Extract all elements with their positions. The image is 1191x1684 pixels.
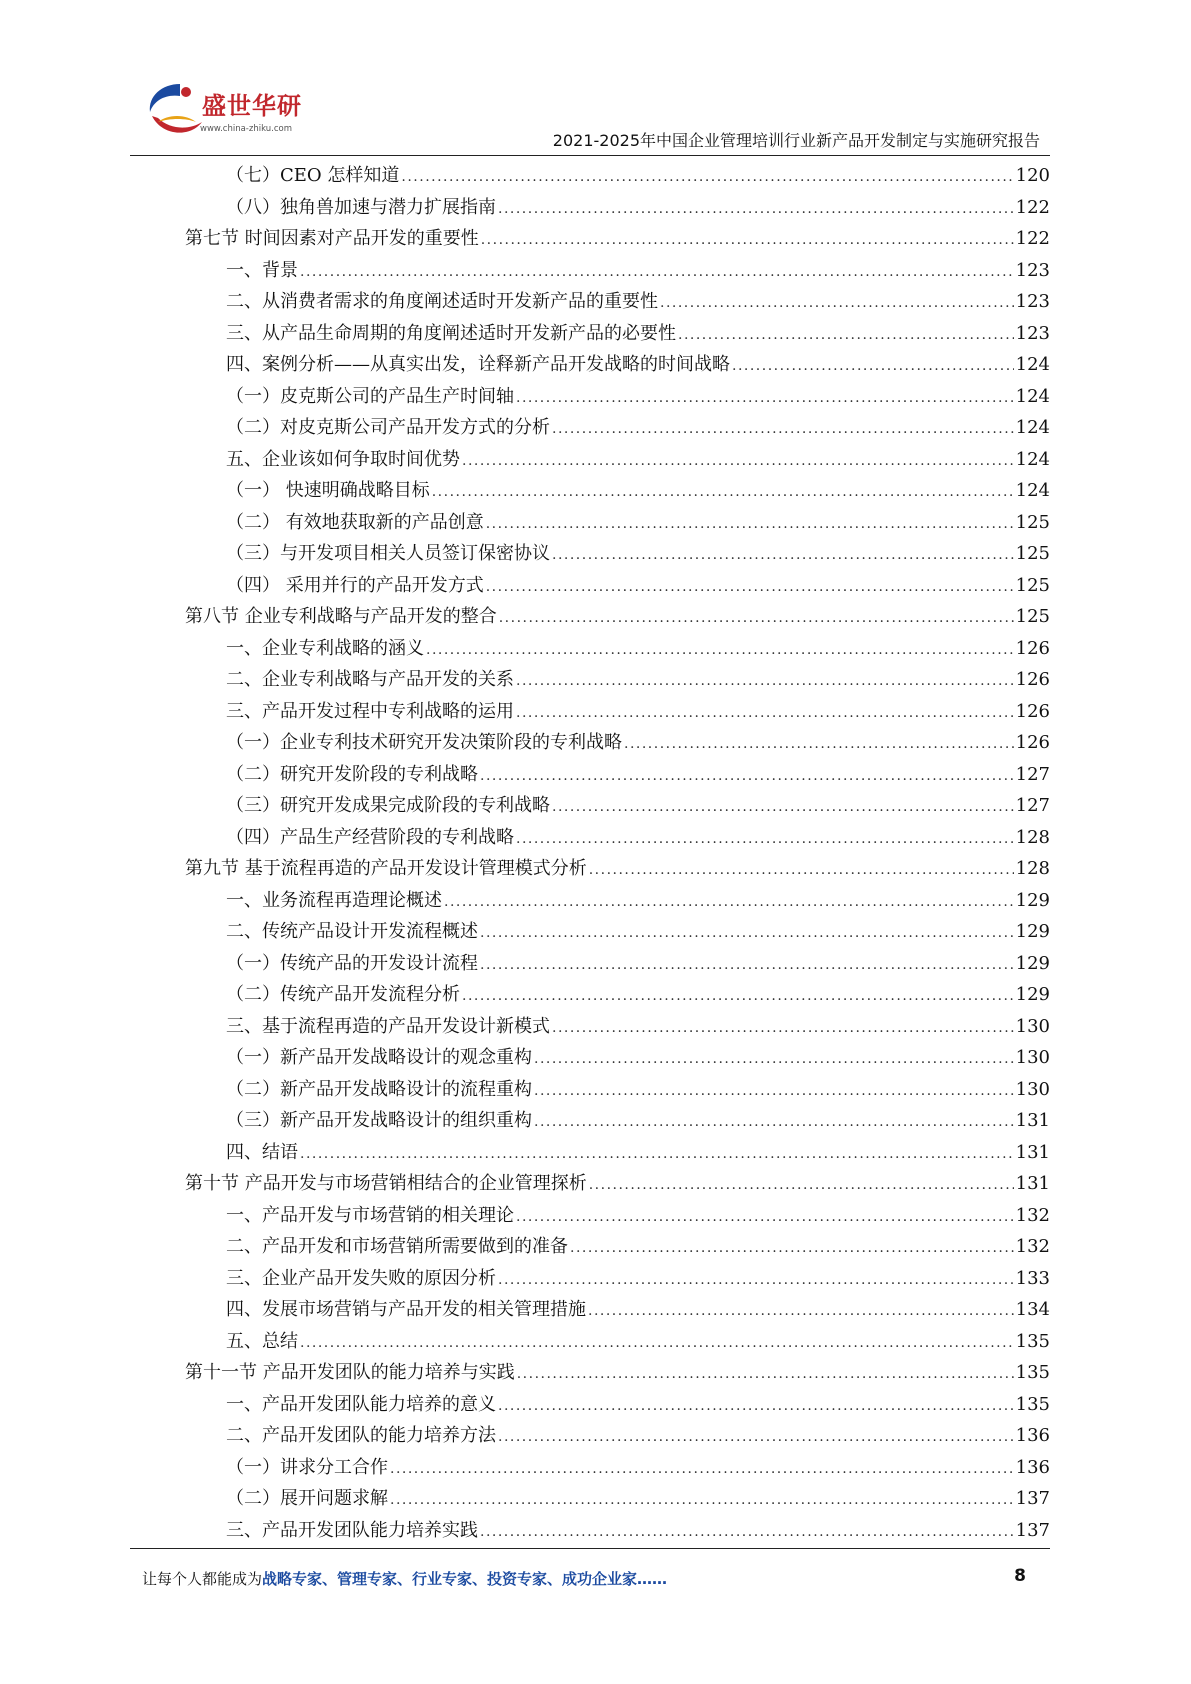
toc-entry-title: 三、从产品生命周期的角度阐述适时开发新产品的必要性 xyxy=(226,322,676,344)
toc-entry-title: 五、总结 xyxy=(226,1330,298,1352)
toc-entry-title: 五、企业该如何争取时间优势 xyxy=(226,448,460,470)
page-header xyxy=(130,78,1050,158)
toc-entry[interactable] xyxy=(185,885,1050,917)
toc-dot-leader xyxy=(486,570,1014,604)
toc-dot-leader xyxy=(426,633,1014,667)
toc-entry-title: （一）传统产品的开发设计流程 xyxy=(226,952,478,974)
toc-entry[interactable] xyxy=(185,790,1050,822)
toc-entry[interactable] xyxy=(185,1263,1050,1295)
toc-entry-title: （一）新产品开发战略设计的观念重构 xyxy=(226,1047,532,1068)
toc-dot-leader xyxy=(432,475,1014,509)
toc-dot-leader xyxy=(480,948,1014,982)
toc-entry-page: 126 xyxy=(1015,732,1050,753)
toc-entry[interactable] xyxy=(185,538,1050,570)
toc-entry[interactable] xyxy=(185,916,1050,948)
toc-entry[interactable] xyxy=(185,1231,1050,1263)
toc-dot-leader xyxy=(534,1042,1014,1076)
toc-dot-leader xyxy=(660,286,1014,320)
footer-slogan-highlight: 战略专家、管理专家、行业专家、投资专家、成功企业家…… xyxy=(262,1570,668,1588)
brand-name: 盛世华研 xyxy=(202,92,302,120)
toc-entry-title: （二）传统产品开发流程分析 xyxy=(226,984,460,1005)
toc-entry-title: （一）企业专利技术研究开发决策阶段的专利战略 xyxy=(226,732,622,753)
toc-entry[interactable] xyxy=(185,1420,1050,1452)
toc-entry[interactable] xyxy=(185,822,1050,854)
toc-entry-page: 122 xyxy=(1015,196,1050,218)
toc-entry-title: 四、案例分析——从真实出发，诠释新产品开发战略的时间战略 xyxy=(226,354,730,375)
toc-entry-page: 131 xyxy=(1015,1141,1050,1163)
toc-dot-leader xyxy=(300,1137,1014,1171)
toc-dot-leader xyxy=(732,349,1014,383)
toc-entry[interactable] xyxy=(185,1042,1050,1074)
toc-dot-leader xyxy=(486,507,1014,541)
toc-dot-leader xyxy=(462,979,1014,1013)
toc-dot-leader xyxy=(480,759,1014,793)
toc-entry-page: 128 xyxy=(1015,858,1050,879)
toc-entry-page: 126 xyxy=(1015,637,1050,659)
toc-entry-title: 第九节 基于流程再造的产品开发设计管理模式分析 xyxy=(185,858,587,879)
toc-entry[interactable] xyxy=(185,381,1050,413)
toc-entry[interactable] xyxy=(185,1137,1050,1169)
toc-entry[interactable] xyxy=(185,223,1050,255)
toc-dot-leader xyxy=(589,1168,1014,1202)
toc-entry-page: 136 xyxy=(1015,1425,1050,1446)
toc-entry-page: 129 xyxy=(1015,889,1050,911)
toc-entry-page: 132 xyxy=(1015,1236,1050,1257)
toc-dot-leader xyxy=(390,1483,1014,1517)
toc-entry[interactable] xyxy=(185,1515,1050,1547)
toc-dot-leader xyxy=(552,1011,1014,1045)
footer-slogan xyxy=(142,1568,667,1589)
toc-dot-leader xyxy=(480,1515,1014,1549)
toc-entry-title: 一、业务流程再造理论概述 xyxy=(226,889,442,911)
toc-entry-page: 137 xyxy=(1015,1519,1050,1541)
brand-url: www.china-zhiku.com xyxy=(200,124,292,134)
toc-dot-leader xyxy=(678,318,1014,352)
toc-dot-leader xyxy=(552,538,1014,572)
toc-entry[interactable] xyxy=(185,853,1050,885)
toc-entry-page: 129 xyxy=(1015,984,1050,1005)
toc-entry[interactable] xyxy=(185,475,1050,507)
toc-entry-page: 125 xyxy=(1015,574,1050,596)
toc-entry-page: 125 xyxy=(1015,511,1050,533)
toc-entry-title: 三、基于流程再造的产品开发设计新模式 xyxy=(226,1015,550,1037)
toc-entry[interactable] xyxy=(185,727,1050,759)
toc-dot-leader xyxy=(499,601,1014,635)
toc-entry-title: 二、产品开发和市场营销所需要做到的准备 xyxy=(226,1236,568,1257)
toc-entry[interactable] xyxy=(185,1483,1050,1515)
toc-entry-page: 135 xyxy=(1015,1330,1050,1352)
table-of-contents xyxy=(185,160,1050,1546)
toc-dot-leader xyxy=(516,822,1014,856)
toc-entry-page: 124 xyxy=(1015,385,1050,407)
toc-entry-title: 三、企业产品开发失败的原因分析 xyxy=(226,1267,496,1289)
toc-entry-page: 124 xyxy=(1015,480,1050,501)
toc-entry-title: （一）皮克斯公司的产品生产时间轴 xyxy=(226,385,514,407)
toc-entry[interactable] xyxy=(185,664,1050,696)
toc-entry[interactable] xyxy=(185,948,1050,980)
toc-entry-page: 131 xyxy=(1015,1173,1050,1194)
toc-dot-leader xyxy=(516,664,1014,698)
toc-entry-title: 第十节 产品开发与市场营销相结合的企业管理探析 xyxy=(185,1173,587,1194)
toc-entry-page: 130 xyxy=(1015,1015,1050,1037)
toc-dot-leader xyxy=(589,853,1014,887)
toc-entry[interactable] xyxy=(185,759,1050,791)
toc-dot-leader xyxy=(517,1357,1014,1391)
toc-dot-leader xyxy=(588,1294,1014,1328)
toc-entry-title: （七）CEO 怎样知道 xyxy=(226,165,400,186)
toc-entry[interactable] xyxy=(185,286,1050,318)
toc-entry[interactable] xyxy=(185,1294,1050,1326)
brand-logo xyxy=(140,78,320,148)
toc-entry-title: （一）讲求分工合作 xyxy=(226,1456,388,1478)
toc-dot-leader xyxy=(498,1263,1014,1297)
toc-entry[interactable] xyxy=(185,1452,1050,1484)
toc-dot-leader xyxy=(481,223,1014,257)
toc-dot-leader xyxy=(462,444,1014,478)
toc-entry[interactable] xyxy=(185,601,1050,633)
toc-entry-title: （三）与开发项目相关人员签订保密协议 xyxy=(226,543,550,564)
footer-slogan-prefix: 让每个人都能成为 xyxy=(142,1570,263,1588)
toc-entry-page: 129 xyxy=(1015,952,1050,974)
toc-entry-title: 三、产品开发过程中专利战略的运用 xyxy=(226,700,514,722)
toc-entry[interactable] xyxy=(185,1074,1050,1106)
toc-entry[interactable] xyxy=(185,1389,1050,1421)
toc-entry[interactable] xyxy=(185,1200,1050,1232)
toc-entry-page: 135 xyxy=(1015,1362,1050,1383)
toc-entry-title: （八）独角兽加速与潜力扩展指南 xyxy=(226,196,496,218)
toc-entry[interactable] xyxy=(185,160,1050,192)
toc-entry-title: 第七节 时间因素对产品开发的重要性 xyxy=(185,228,479,249)
toc-entry[interactable] xyxy=(185,412,1050,444)
toc-entry-title: 一、产品开发与市场营销的相关理论 xyxy=(226,1204,514,1226)
toc-entry-page: 125 xyxy=(1015,543,1050,564)
toc-dot-leader xyxy=(444,885,1014,919)
toc-entry-page: 126 xyxy=(1015,669,1050,690)
footer-divider xyxy=(130,1548,1050,1549)
toc-entry-page: 122 xyxy=(1015,228,1050,249)
toc-dot-leader xyxy=(516,1200,1014,1234)
toc-entry[interactable] xyxy=(185,1168,1050,1200)
toc-entry-title: 二、企业专利战略与产品开发的关系 xyxy=(226,669,514,690)
toc-entry-page: 125 xyxy=(1015,606,1050,627)
toc-entry-title: 二、产品开发团队的能力培养方法 xyxy=(226,1425,496,1446)
toc-entry-page: 123 xyxy=(1015,322,1050,344)
toc-dot-leader xyxy=(624,727,1014,761)
toc-entry[interactable] xyxy=(185,633,1050,665)
toc-entry-title: 一、背景 xyxy=(226,259,298,281)
toc-entry-page: 131 xyxy=(1015,1110,1050,1131)
toc-entry[interactable] xyxy=(185,979,1050,1011)
toc-dot-leader xyxy=(390,1452,1014,1486)
toc-dot-leader xyxy=(498,1420,1014,1454)
toc-dot-leader xyxy=(480,916,1014,950)
toc-entry-page: 130 xyxy=(1015,1047,1050,1068)
toc-dot-leader xyxy=(300,255,1014,289)
toc-entry-title: （一） 快速明确战略目标 xyxy=(226,480,430,501)
report-title: 2021-2025年中国企业管理培训行业新产品开发制定与实施研究报告 xyxy=(552,131,1040,150)
toc-entry-page: 127 xyxy=(1015,763,1050,785)
toc-entry-title: （四） 采用并行的产品开发方式 xyxy=(226,574,484,596)
toc-dot-leader xyxy=(516,381,1014,415)
toc-entry-page: 136 xyxy=(1015,1456,1050,1478)
toc-entry[interactable] xyxy=(185,1011,1050,1043)
toc-entry-title: 第十一节 产品开发团队的能力培养与实践 xyxy=(185,1362,515,1383)
toc-entry-page: 130 xyxy=(1015,1078,1050,1100)
toc-entry[interactable] xyxy=(185,1357,1050,1389)
toc-entry[interactable] xyxy=(185,570,1050,602)
toc-entry-title: （三）研究开发成果完成阶段的专利战略 xyxy=(226,795,550,816)
toc-entry-title: 二、从消费者需求的角度阐述适时开发新产品的重要性 xyxy=(226,291,658,312)
toc-entry[interactable] xyxy=(185,255,1050,287)
header-divider xyxy=(130,155,1050,156)
toc-entry[interactable] xyxy=(185,1326,1050,1358)
toc-entry-title: 一、企业专利战略的涵义 xyxy=(226,637,424,659)
toc-dot-leader xyxy=(498,1389,1014,1423)
page-number: 8 xyxy=(1014,1566,1026,1586)
toc-entry-title: （二）研究开发阶段的专利战略 xyxy=(226,763,478,785)
toc-dot-leader xyxy=(552,412,1014,446)
toc-dot-leader xyxy=(552,790,1014,824)
toc-entry-title: 四、发展市场营销与产品开发的相关管理措施 xyxy=(226,1299,586,1320)
toc-entry-title: 四、结语 xyxy=(226,1141,298,1163)
toc-entry[interactable] xyxy=(185,444,1050,476)
toc-entry-title: （三）新产品开发战略设计的组织重构 xyxy=(226,1110,532,1131)
toc-entry[interactable] xyxy=(185,318,1050,350)
toc-entry[interactable] xyxy=(185,349,1050,381)
toc-entry-page: 124 xyxy=(1015,354,1050,375)
toc-dot-leader xyxy=(534,1105,1014,1139)
toc-dot-leader xyxy=(401,160,1013,194)
logo-emblem-icon xyxy=(140,78,210,148)
toc-entry-title: （二） 有效地获取新的产品创意 xyxy=(226,511,484,533)
toc-entry-title: 三、产品开发团队能力培养实践 xyxy=(226,1519,478,1541)
toc-entry[interactable] xyxy=(185,696,1050,728)
toc-entry-title: 二、传统产品设计开发流程概述 xyxy=(226,921,478,942)
toc-dot-leader xyxy=(534,1074,1014,1108)
toc-entry-page: 134 xyxy=(1015,1299,1050,1320)
toc-entry-page: 137 xyxy=(1015,1488,1050,1509)
toc-entry-page: 132 xyxy=(1015,1204,1050,1226)
toc-entry-page: 129 xyxy=(1015,921,1050,942)
toc-entry-title: （四）产品生产经营阶段的专利战略 xyxy=(226,826,514,848)
toc-entry-page: 127 xyxy=(1015,795,1050,816)
toc-entry-title: （二）展开问题求解 xyxy=(226,1488,388,1509)
toc-entry-page: 124 xyxy=(1015,448,1050,470)
toc-dot-leader xyxy=(498,192,1014,226)
toc-entry-title: 一、产品开发团队能力培养的意义 xyxy=(226,1393,496,1415)
toc-entry-page: 124 xyxy=(1015,417,1050,438)
toc-entry-page: 120 xyxy=(1015,165,1050,186)
toc-entry-page: 128 xyxy=(1015,826,1050,848)
toc-entry[interactable] xyxy=(185,192,1050,224)
toc-dot-leader xyxy=(570,1231,1014,1265)
toc-dot-leader xyxy=(300,1326,1014,1360)
toc-entry-page: 123 xyxy=(1015,259,1050,281)
toc-entry[interactable] xyxy=(185,1105,1050,1137)
toc-entry-title: 第八节 企业专利战略与产品开发的整合 xyxy=(185,606,497,627)
toc-entry-page: 135 xyxy=(1015,1393,1050,1415)
toc-entry[interactable] xyxy=(185,507,1050,539)
toc-entry-title: （二）对皮克斯公司产品开发方式的分析 xyxy=(226,417,550,438)
toc-entry-title: （二）新产品开发战略设计的流程重构 xyxy=(226,1078,532,1100)
toc-entry-page: 126 xyxy=(1015,700,1050,722)
toc-entry-page: 123 xyxy=(1015,291,1050,312)
toc-dot-leader xyxy=(516,696,1014,730)
toc-entry-page: 133 xyxy=(1015,1267,1050,1289)
